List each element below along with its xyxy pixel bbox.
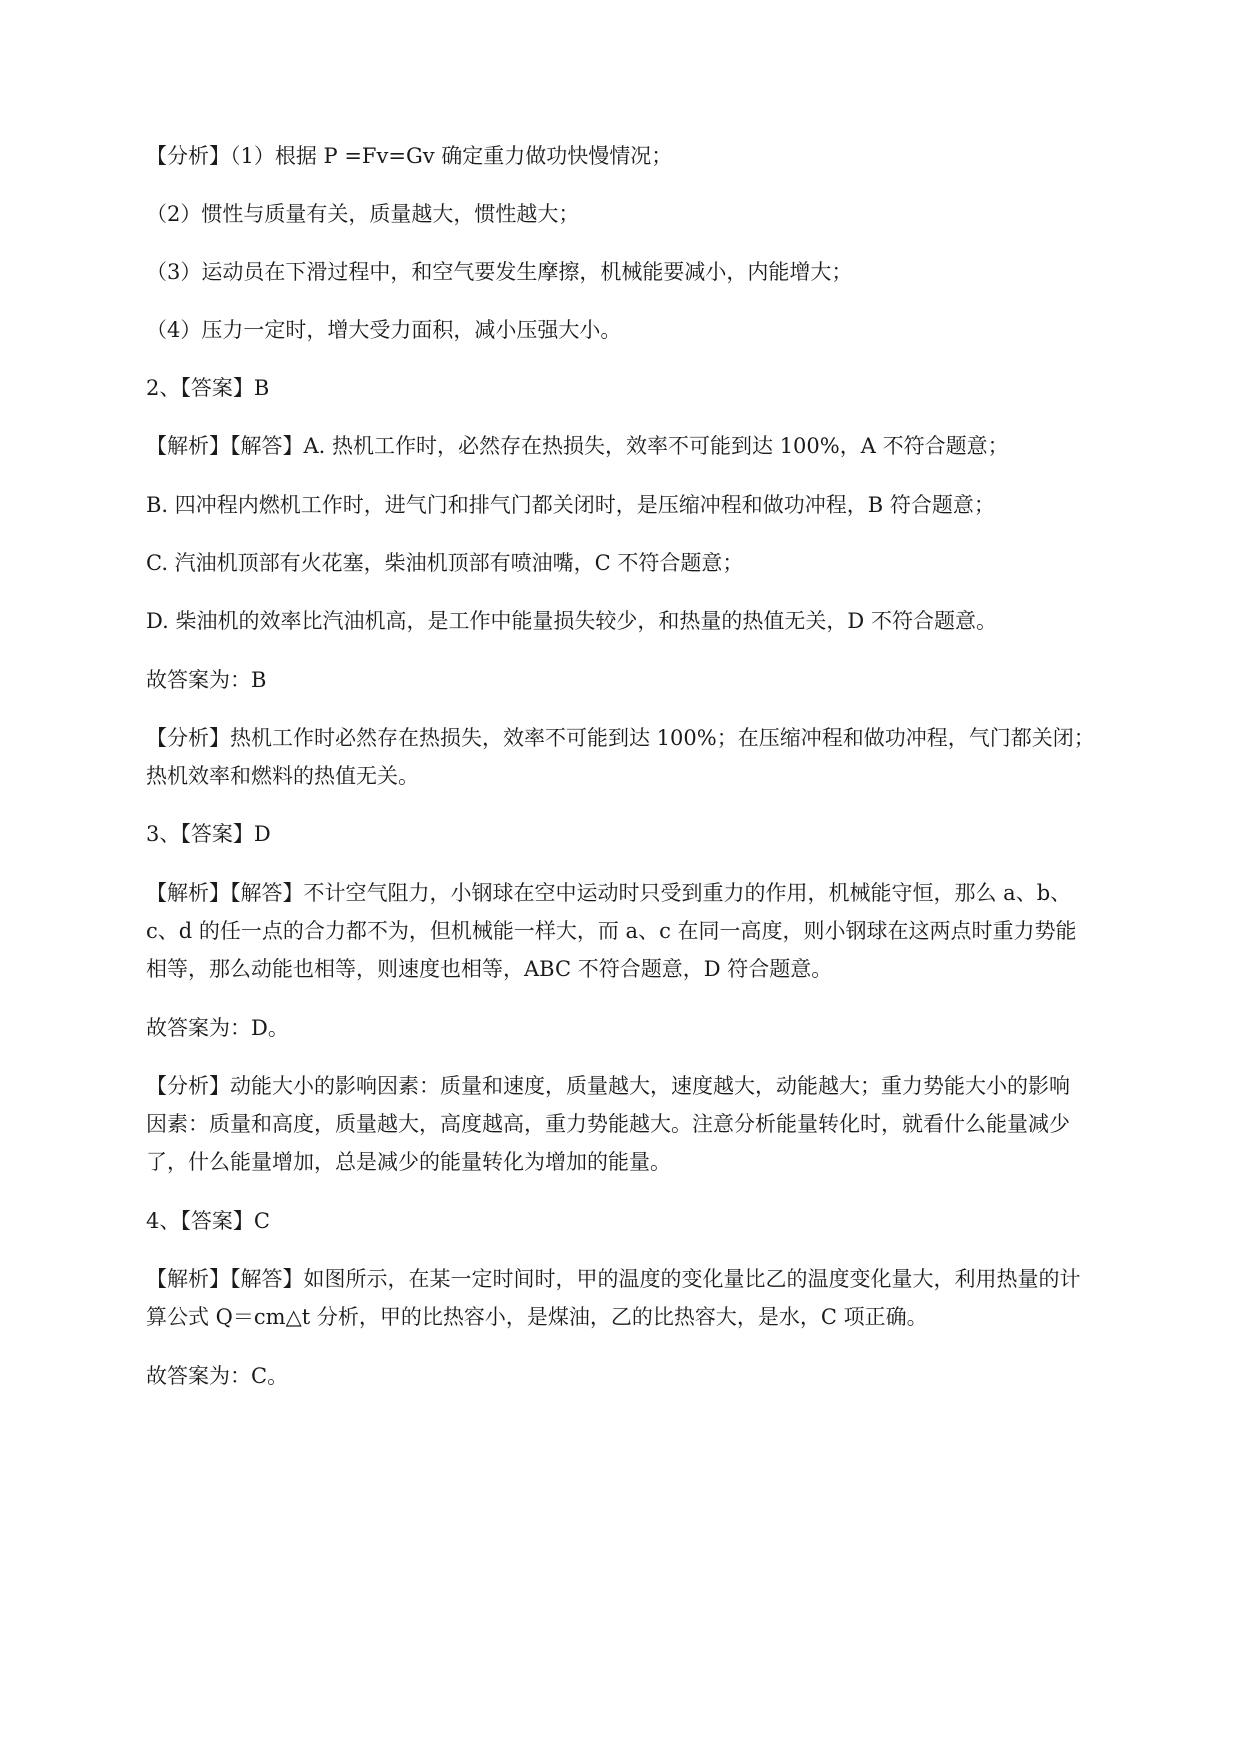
analysis-item-2 <box>146 195 1106 233</box>
final-answer-q3 <box>146 1009 1106 1047</box>
answer-heading-q3 <box>146 815 1106 853</box>
final-answer-q2 <box>146 661 1106 699</box>
answer-heading-q4 <box>146 1202 1106 1240</box>
analysis-paragraph-q2 <box>146 719 1106 795</box>
analysis-item-4 <box>146 311 1106 349</box>
solution-paragraph-q2-d <box>146 602 1106 640</box>
analysis-paragraph-q1 <box>146 137 1106 175</box>
text-line: 了，什么能量增加，总是减少的能量转化为增加的能量。 <box>146 1150 671 1174</box>
solution-paragraph-q2-a <box>146 427 1106 465</box>
text-line: （2）惯性与质量有关，质量越大，惯性越大； <box>146 202 580 226</box>
text-line: （3）运动员在下滑过程中，和空气要发生摩擦，机械能要减小，内能增大； <box>146 260 853 284</box>
text-line: D. 柴油机的效率比汽油机高，是工作中能量损失较少，和热量的热值无关，D 不符合题意。 <box>146 609 997 633</box>
analysis-item-3 <box>146 253 1106 291</box>
text-line: 【分析】热机工作时必然存在热损失，效率不可能到达 100%；在压缩冲程和做功冲程，气门都关闭； <box>146 726 1095 750</box>
text-line: 故答案为：B <box>146 668 267 692</box>
text-line: 【解析】【解答】不计空气阻力，小钢球在空中运动时只受到重力的作用，机械能守恒，那么 a、b、 <box>146 881 1072 905</box>
text-line: C. 汽油机顶部有火花塞，柴油机顶部有喷油嘴，C 不符合题意； <box>146 551 744 575</box>
text-line: c、d 的任一点的合力都不为，但机械能一样大，而 a、c 在同一高度，则小钢球在这两点时重力势能 <box>146 919 1077 943</box>
answer-heading-q2 <box>146 369 1106 407</box>
text-line: 相等，那么动能也相等，则速度也相等，ABC 不符合题意，D 符合题意。 <box>146 957 833 981</box>
text-line: 算公式 Q＝cm△t 分析，甲的比热容小，是煤油，乙的比热容大，是水，C 项正确。 <box>146 1305 928 1329</box>
text-line: 【分析】（1）根据 P =Fv=Gv 确定重力做功快慢情况； <box>146 144 673 168</box>
text-line: 【解析】【解答】A. 热机工作时，必然存在热损失，效率不可能到达 100%，A 不符合题意； <box>146 434 1009 458</box>
text-line: 故答案为：D。 <box>146 1016 289 1040</box>
text-line: 热机效率和燃料的热值无关。 <box>146 764 419 788</box>
text-line: 【解析】【解答】如图所示，在某一定时间时，甲的温度的变化量比乙的温度变化量大，利用热量的计 <box>146 1267 1081 1291</box>
text-line: （4）压力一定时，增大受力面积，减小压强大小。 <box>146 318 622 342</box>
text-line: 2、【答案】B <box>146 376 270 400</box>
solution-paragraph-q2-b <box>146 486 1106 524</box>
solution-paragraph-q2-c <box>146 544 1106 582</box>
text-line: 因素：质量和高度，质量越大，高度越高，重力势能越大。注意分析能量转化时，就看什么能量减少 <box>146 1112 1070 1136</box>
solution-paragraph-q4 <box>146 1260 1106 1336</box>
text-line: 4、【答案】C <box>146 1209 270 1233</box>
final-answer-q4 <box>146 1357 1106 1395</box>
text-line: B. 四冲程内燃机工作时，进气门和排气门都关闭时，是压缩冲程和做功冲程，B 符合题意； <box>146 493 995 517</box>
text-line: 故答案为：C。 <box>146 1364 289 1388</box>
text-line: 【分析】动能大小的影响因素：质量和速度，质量越大，速度越大，动能越大；重力势能大小的影响 <box>146 1074 1070 1098</box>
solution-paragraph-q3 <box>146 874 1106 988</box>
analysis-paragraph-q3 <box>146 1067 1106 1181</box>
text-line: 3、【答案】D <box>146 822 271 846</box>
